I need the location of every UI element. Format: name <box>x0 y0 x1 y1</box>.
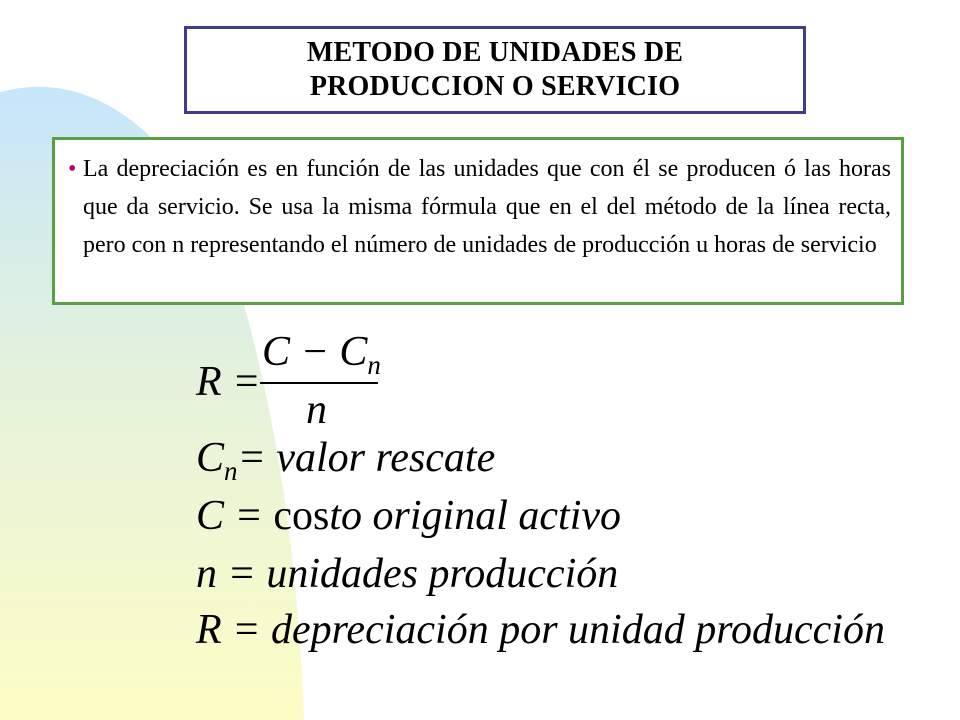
definition-n: n = unidades producción <box>196 551 619 597</box>
definition-r: R = depreciación por unidad producción <box>196 607 885 653</box>
formula-denominator: n <box>306 387 327 433</box>
definition-cn <box>196 434 496 486</box>
definition-cn-rhs: = valor rescate <box>237 435 496 481</box>
numerator-subscript: n <box>367 350 381 380</box>
definition-c-lhs: C = <box>196 493 274 539</box>
formula-numerator <box>262 328 381 380</box>
description-text: La depreciación es en función de las unidades que con él se producen ó las horas que da servicio. Se usa la misma fórmula que en el del método de la línea recta, pero con n representando el número de unidades de producción u horas de servicio <box>83 156 891 258</box>
definition-c <box>196 492 621 540</box>
title-line-2: PRODUCCION O SERVICIO <box>309 71 681 102</box>
slide-title-box <box>184 26 806 114</box>
numerator-text: C − C <box>262 329 368 375</box>
bullet-item <box>69 150 891 264</box>
title-line-1: METODO DE UNIDADES DE <box>306 37 684 68</box>
description-box <box>52 137 904 305</box>
bullet-icon: • <box>68 156 77 182</box>
fraction-bar <box>260 382 378 384</box>
definition-cn-subscript: n <box>224 456 238 486</box>
formula-lhs: R = <box>196 359 261 405</box>
definition-c-cos: cos <box>273 493 330 539</box>
definition-cn-symbol: C <box>196 435 225 481</box>
main-formula <box>196 329 396 433</box>
definition-c-rhs: to original activo <box>329 493 622 539</box>
